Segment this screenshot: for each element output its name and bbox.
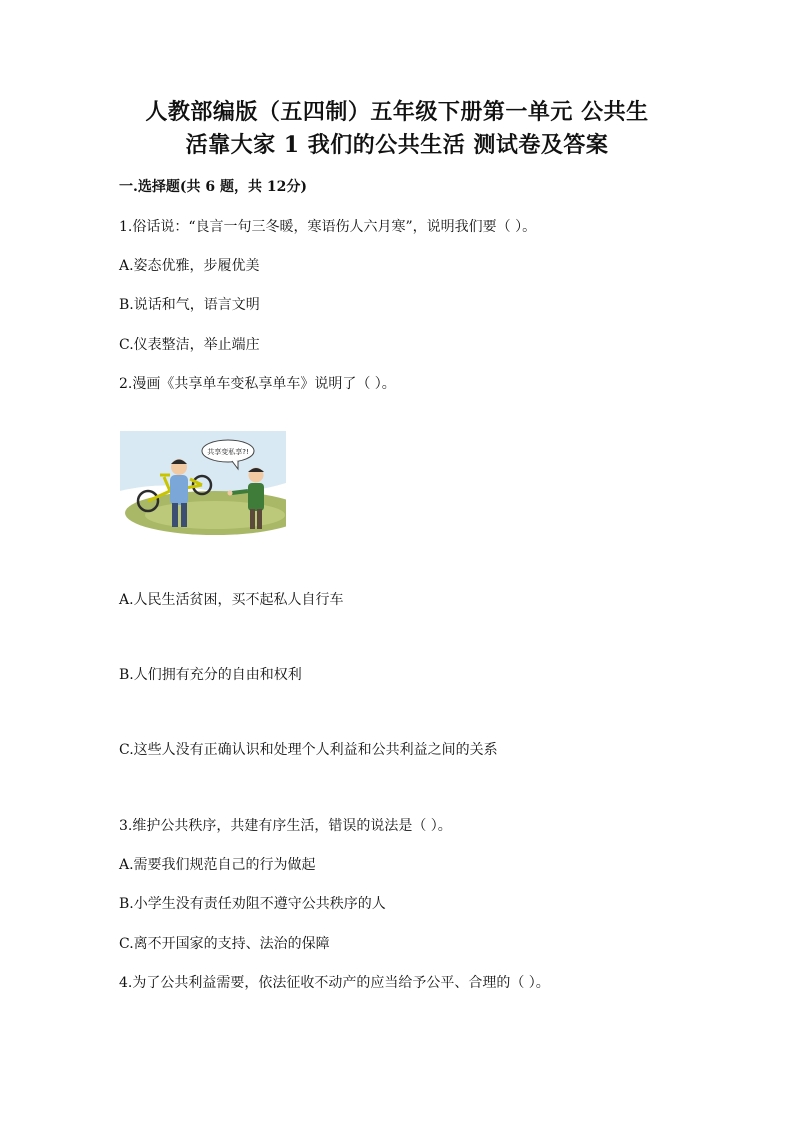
question-3-stem: 3.维护公共秩序，共建有序生活，错误的说法是（ ）。 <box>119 818 452 834</box>
question-1-option-a: A.姿态优雅，步履优美 <box>119 258 260 274</box>
question-2-option-a: A.人民生活贫困，买不起私人自行车 <box>119 592 344 608</box>
question-3-option-b: B.小学生没有责任劝阻不遵守公共秩序的人 <box>119 896 386 912</box>
question-4-stem: 4.为了公共利益需要，依法征收不动产的应当给予公平、合理的（ ）。 <box>119 975 550 991</box>
question-2-option-b: B.人们拥有充分的自由和权利 <box>119 667 302 683</box>
document-title-line-2: 活靠大家 1 我们的公共生活 测试卷及答案 <box>185 132 609 158</box>
question-2-option-c: C.这些人没有正确认识和处理个人利益和公共利益之间的关系 <box>119 742 498 758</box>
speech-bubble-text: 共享变私享?! <box>207 448 249 456</box>
section-heading: 一.选择题(共 6 题，共 12分) <box>119 179 307 195</box>
question-3-option-a: A.需要我们规范自己的行为做起 <box>119 857 316 873</box>
question-1-option-c: C.仪表整洁，举止端庄 <box>119 337 260 353</box>
question-3-option-c: C.离不开国家的支持、法治的保障 <box>119 936 330 952</box>
bike-sharing-cartoon <box>120 431 286 539</box>
document-title-line-1: 人教部编版（五四制）五年级下册第一单元 公共生 <box>145 99 649 125</box>
question-1-option-b: B.说话和气，语言文明 <box>119 297 260 313</box>
question-1-stem: 1.俗话说：“良言一句三冬暖，寒语伤人六月寒”，说明我们要（ ）。 <box>119 219 537 235</box>
question-2-stem: 2.漫画《共享单车变私享单车》说明了（ ）。 <box>119 376 396 392</box>
